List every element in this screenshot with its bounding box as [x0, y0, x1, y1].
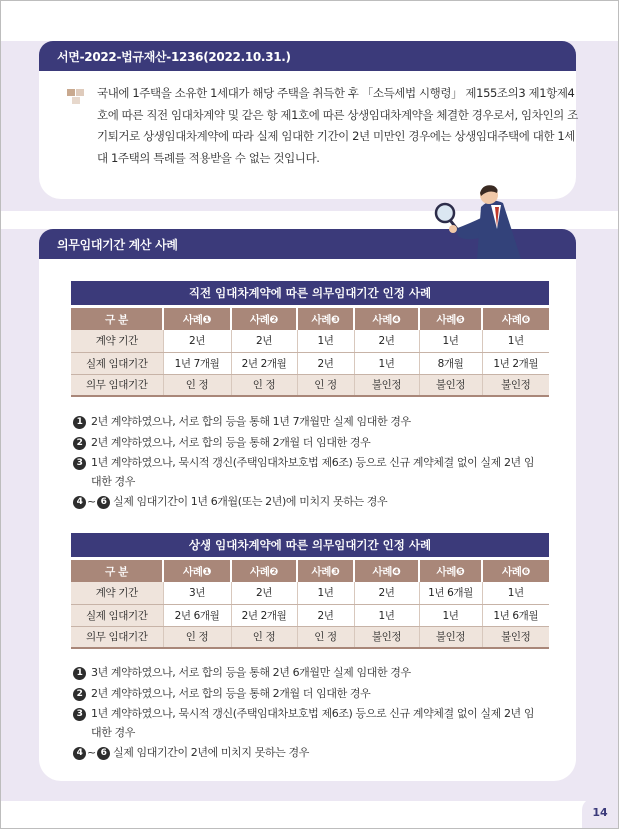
table-cell: 인 정 [163, 374, 231, 396]
table-cell: 1년 [354, 352, 419, 374]
page-number: 14 [582, 798, 618, 828]
table2-header-cell: 구 분 [71, 560, 163, 582]
quote-mark-icon [67, 89, 85, 105]
table-cell: 불인정 [354, 626, 419, 648]
table-cell: 1년 6개월 [482, 604, 549, 626]
list-item [73, 744, 543, 763]
note-text: 실제 임대기간이 2년에 미치지 못하는 경우 [113, 746, 309, 759]
number-badge: 4 [73, 496, 86, 509]
table-cell: 2년 [297, 604, 354, 626]
table-cell: 3년 [163, 582, 231, 604]
man-with-magnifier-illustration [431, 183, 531, 259]
table-cell: 2년 2개월 [231, 352, 297, 374]
table-cell: 1년 [297, 582, 354, 604]
table-cell: 1년 [297, 330, 354, 352]
list-item [73, 413, 543, 432]
table-cell: 8개월 [419, 352, 482, 374]
section1-title: 서면-2022-법규재산-1236(2022.10.31.) [57, 50, 291, 64]
row-label: 의무 임대기간 [71, 626, 163, 648]
table-cell: 불인정 [482, 626, 549, 648]
note-text: 2년 계약하였으나, 서로 합의 등을 통해 2개월 더 임대한 경우 [91, 435, 371, 449]
note-text: 2년 계약하였으나, 서로 합의 등을 통해 2개월 더 임대한 경우 [91, 686, 371, 700]
table-cell: 불인정 [482, 374, 549, 396]
table2-notes [73, 664, 543, 765]
table2-header-cell: 사례❻ [482, 560, 549, 582]
note-text: 2년 계약하였으나, 서로 합의 등을 통해 1년 7개월만 실제 임대한 경우 [91, 415, 411, 428]
list-item [73, 685, 543, 704]
table-cell: 2년 2개월 [231, 604, 297, 626]
table-cell: 1년 6개월 [419, 582, 482, 604]
row-label: 의무 임대기간 [71, 374, 163, 396]
table1-header-cell: 구 분 [71, 308, 163, 330]
table2-header-cell: 사례❹ [354, 560, 419, 582]
table-cell: 1년 7개월 [163, 352, 231, 374]
table-cell: 1년 [482, 582, 549, 604]
table-cell: 인 정 [163, 626, 231, 648]
table-row [71, 582, 549, 604]
table1-header-cell: 사례❸ [297, 308, 354, 330]
table-cell: 1년 [482, 330, 549, 352]
table2-header-cell: 사례❷ [231, 560, 297, 582]
table-row [71, 330, 549, 352]
table-row [71, 626, 549, 648]
table2-header-cell: 사례❺ [419, 560, 482, 582]
table2-header-row [71, 560, 549, 582]
number-badge: 6 [97, 747, 110, 760]
table2-header-cell: 사례❸ [297, 560, 354, 582]
table-cell: 2년 [231, 582, 297, 604]
number-badge: 2 [73, 688, 86, 701]
row-label: 실제 임대기간 [71, 352, 163, 374]
table1-header-cell: 사례❹ [354, 308, 419, 330]
number-badge: 3 [73, 457, 86, 470]
table1-header-cell: 사례❶ [163, 308, 231, 330]
table2-title: 상생 임대차계약에 따른 의무임대기간 인정 사례 [71, 533, 549, 557]
ruling-text: 국내에 1주택을 소유한 1세대가 해당 주택을 취득한 후 「소득세법 시행령」 제155조의3 제1항제4호에 따른 직전 임대차계약 및 같은 항 제1호에 따른 상생임대차계약을 체결한 경우로서, 임차인의 조기퇴거로 상생임대차계약에 따라 실제 임대한 기간이 2년 미만인 경우에는 상생임대주택에 대한 1세대 1주택의 특례를 적용받을 수 없는 것입니다. [97, 86, 578, 165]
table-cell: 1년 [419, 330, 482, 352]
row-label: 계약 기간 [71, 330, 163, 352]
table1-header-row [71, 308, 549, 330]
table-cell: 2년 [354, 582, 419, 604]
table-cell: 인 정 [297, 626, 354, 648]
list-item [73, 434, 543, 453]
table-cell: 2년 [354, 330, 419, 352]
table2 [71, 560, 549, 649]
table-cell: 2년 [231, 330, 297, 352]
table2-header-cell: 사례❶ [163, 560, 231, 582]
table-cell: 인 정 [231, 374, 297, 396]
table-cell: 불인정 [354, 374, 419, 396]
section1-header [39, 41, 576, 71]
number-badge: 3 [73, 708, 86, 721]
table-row [71, 604, 549, 626]
table-cell: 인 정 [231, 626, 297, 648]
note-text: 1년 계약하였으나, 묵시적 갱신(주택임대차보호법 제6조) 등으로 신규 계약체결 없이 실제 2년 임대한 경우 [91, 456, 535, 488]
number-badge: 1 [73, 416, 86, 429]
range-tilde: ~ [87, 495, 96, 508]
number-badge: 1 [73, 667, 86, 680]
table-row [71, 374, 549, 396]
table-cell: 불인정 [419, 374, 482, 396]
number-badge: 2 [73, 437, 86, 450]
table-cell: 2년 6개월 [163, 604, 231, 626]
table-row [71, 352, 549, 374]
row-label: 실제 임대기간 [71, 604, 163, 626]
table-cell: 1년 [419, 604, 482, 626]
list-item [73, 493, 543, 512]
list-item [73, 705, 543, 742]
list-item [73, 664, 543, 683]
number-badge: 4 [73, 747, 86, 760]
range-tilde: ~ [87, 746, 96, 759]
row-label: 계약 기간 [71, 582, 163, 604]
table-cell: 2년 [297, 352, 354, 374]
note-text: 3년 계약하였으나, 서로 합의 등을 통해 2년 6개월만 실제 임대한 경우 [91, 666, 411, 679]
note-text: 실제 임대기간이 1년 6개월(또는 2년)에 미치지 못하는 경우 [113, 495, 388, 508]
table1-header-cell: 사례❺ [419, 308, 482, 330]
section2-title: 의무임대기간 계산 사례 [57, 238, 178, 252]
table-cell: 인 정 [297, 374, 354, 396]
table-cell: 2년 [163, 330, 231, 352]
table1-title: 직전 임대차계약에 따른 의무임대기간 인정 사례 [71, 281, 549, 305]
table1 [71, 308, 549, 397]
table1-header-cell: 사례❻ [482, 308, 549, 330]
table1-header-cell: 사례❷ [231, 308, 297, 330]
table1-notes [73, 413, 543, 514]
table-cell: 불인정 [419, 626, 482, 648]
list-item [73, 454, 543, 491]
table-cell: 1년 [354, 604, 419, 626]
number-badge: 6 [97, 496, 110, 509]
note-text: 1년 계약하였으나, 묵시적 갱신(주택임대차보호법 제6조) 등으로 신규 계약체결 없이 실제 2년 임대한 경우 [91, 707, 535, 739]
table-cell: 1년 2개월 [482, 352, 549, 374]
